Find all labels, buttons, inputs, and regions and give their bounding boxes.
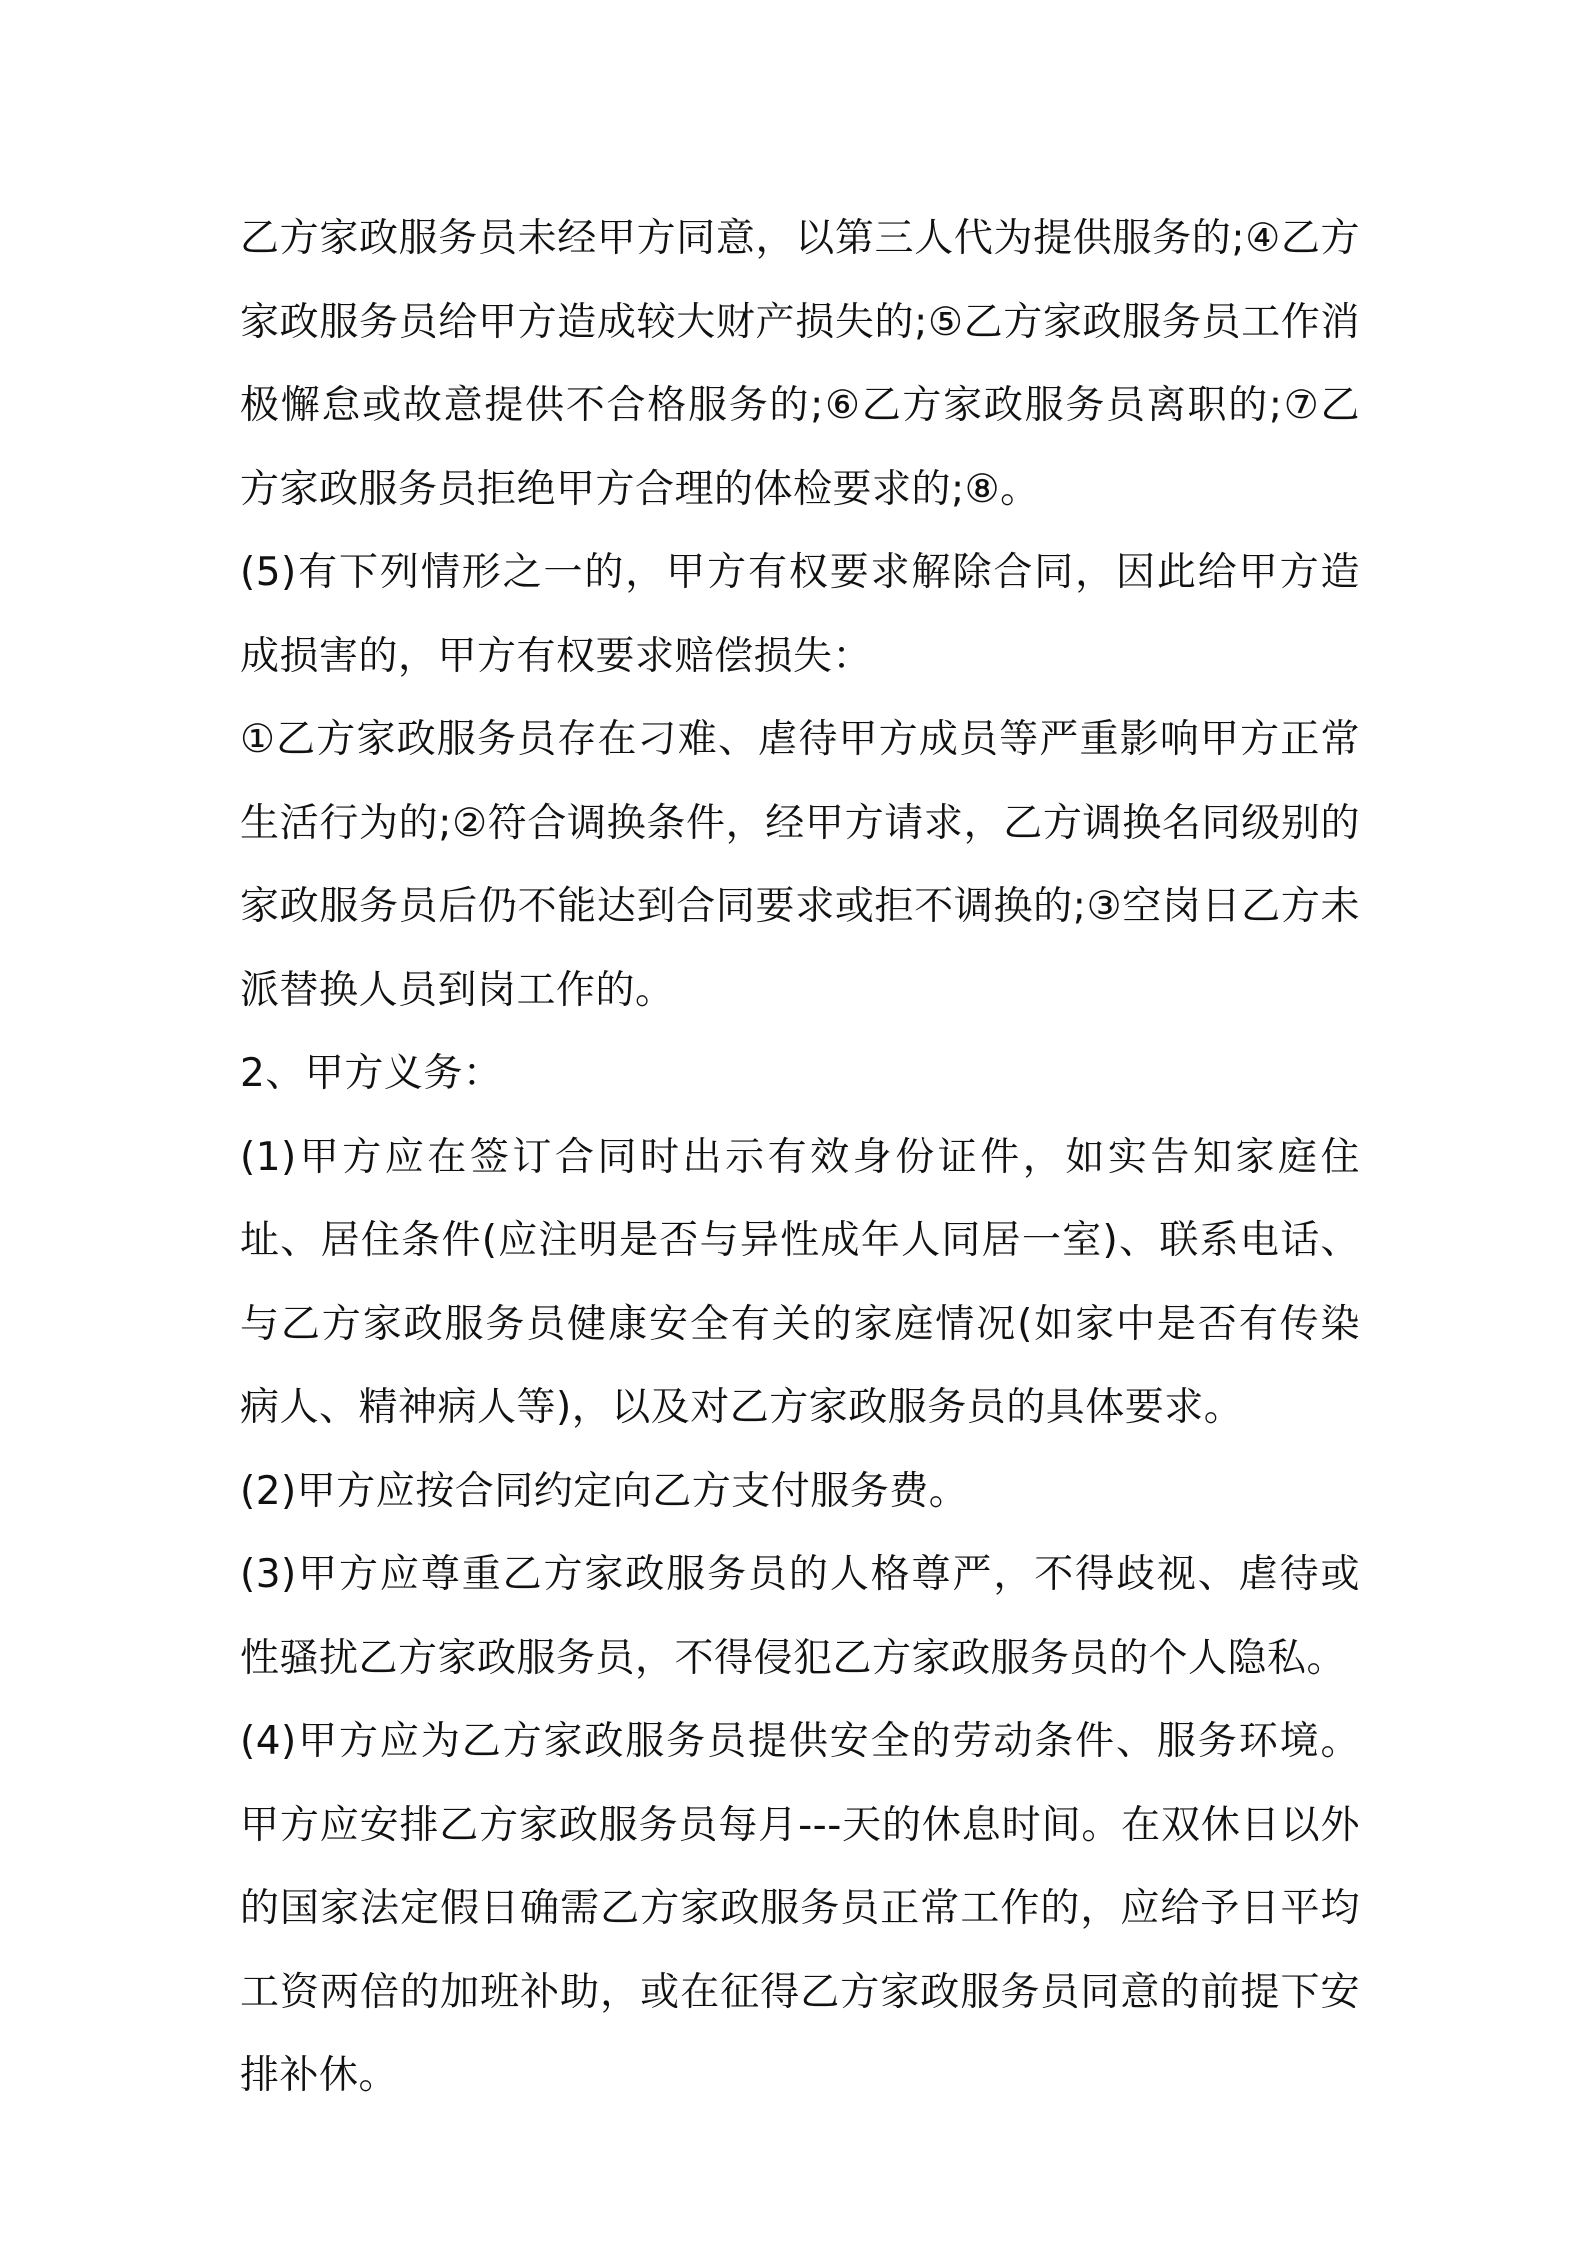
paragraph-obligation-3: (3)甲方应尊重乙方家政服务员的人格尊严，不得歧视、虐待或性骚扰乙方家政服务员，不得侵犯乙方家政服务员的个人隐私。 (240, 1552, 1360, 1681)
paragraph-obligation-4: (4)甲方应为乙方家政服务员提供安全的劳动条件、服务环境。甲方应安排乙方家政服务员每月---天的休息时间。在双休日以外的国家法定假日确需乙方家政服务员正常工作的，应给予日平均工资两倍的加班补助，或在征得乙方家政服务员同意的前提下安排补休。 (240, 1719, 1360, 2098)
paragraph-obligation-1: (1)甲方应在签订合同时出示有效身份证件，如实告知家庭住址、居住条件(应注明是否与异性成年人同居一室)、联系电话、与乙方家政服务员健康安全有关的家庭情况(如家中是否有传染病人、精神病人等)，以及对乙方家政服务员的具体要求。 (240, 1134, 1360, 1430)
paragraph-obligation-2: (2)甲方应按合同约定向乙方支付服务费。 (240, 1468, 969, 1514)
paragraph-clause-5: (5)有下列情形之一的，甲方有权要求解除合同，因此给甲方造成损害的，甲方有权要求赔偿损失： (240, 550, 1360, 679)
paragraph-termination-items-cont: 乙方家政服务员未经甲方同意，以第三人代为提供服务的;④乙方家政服务员给甲方造成较大财产损失的;⑤乙方家政服务员工作消极懈怠或故意提供不合格服务的;⑥乙方家政服务员离职的;⑦乙方家政服务员拒绝甲方合理的体检要求的;⑧。 (240, 216, 1360, 512)
section-heading-party-a-obligations: 2、甲方义务： (240, 1051, 503, 1096)
paragraph-clause-5-items: ①乙方家政服务员存在刁难、虐待甲方成员等严重影响甲方正常生活行为的;②符合调换条件，经甲方请求，乙方调换名同级别的家政服务员后仍不能达到合同要求或拒不调换的;③空岗日乙方未派替换人员到岗工作的。 (240, 717, 1360, 1013)
document-body (240, 197, 1360, 2118)
